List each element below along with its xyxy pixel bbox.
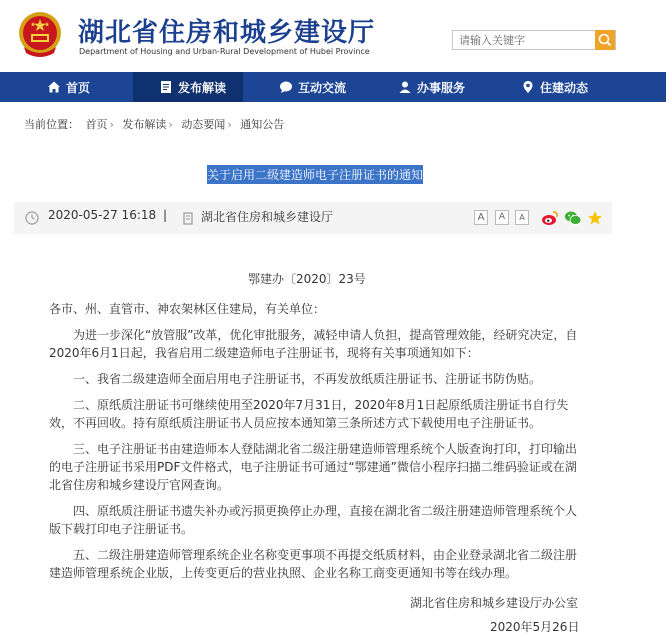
nav-item-publish[interactable]: [133, 72, 243, 102]
breadcrumb-prefix: 当前位置：: [24, 118, 79, 131]
breadcrumb-link[interactable]: 发布解读: [122, 118, 167, 131]
clock-icon: [25, 211, 39, 225]
paragraph: 三、电子注册证书由建造师本人登陆湖北省二级注册建造师管理系统个人版查询打印，打印输出的电子注册证书采用PDF文件格式，电子注册证书可通过“鄂建通”微信小程序扫描二维码验证或在湖北省住房和城乡建设厅官网查询。: [49, 442, 578, 492]
site-header: [0, 0, 666, 72]
meta-separator: |: [163, 208, 168, 222]
chevron-right-icon: ›: [109, 118, 114, 131]
nav-item-home[interactable]: [47, 72, 90, 102]
site-subtitle: Department of Housing and Urban-Rural Development of Hubei Province: [79, 47, 370, 56]
nav-label: 首页: [66, 80, 91, 95]
nav-label: 办事服务: [417, 80, 466, 95]
home-icon: [47, 80, 61, 94]
sign-date: 2020年5月26日: [490, 620, 580, 634]
search-icon: [595, 30, 615, 50]
paragraph: 四、原纸质注册证书遗失补办或污损更换停止办理，直接在湖北省二级注册建造师管理系统个人版下载打印电子注册证书。: [49, 504, 578, 536]
breadcrumb-link[interactable]: 首页: [85, 118, 108, 131]
weibo-icon[interactable]: [541, 210, 559, 226]
document-number: 鄂建办〔2020〕23号: [248, 272, 366, 286]
nav-label: 互动交流: [298, 80, 347, 95]
paragraph: 二、原纸质注册证书可继续使用至2020年7月31日，2020年8月1日起原纸质注册证书自行失效，不再回收。持有原纸质注册证书人员应按本通知第三条所述方式下载使用电子注册证书。: [49, 398, 569, 430]
paragraph: 五、二级注册建造师管理系统企业名称变更事项不再提交纸质材料，由企业登录湖北省二级注册建造师管理系统企业版，上传变更后的营业执照、企业名称工商变更通知书等在线办理。: [49, 548, 578, 580]
chevron-right-icon: ›: [168, 118, 173, 131]
main-nav: [0, 72, 666, 102]
font-size-small-button[interactable]: A: [515, 210, 529, 225]
breadcrumb-link[interactable]: 动态要闻: [181, 118, 226, 131]
nav-item-news[interactable]: [521, 72, 588, 102]
search-input[interactable]: [453, 31, 593, 49]
wechat-icon[interactable]: [564, 210, 582, 226]
nav-item-services[interactable]: [398, 72, 465, 102]
chevron-right-icon: ›: [227, 118, 232, 131]
article-title: 关于启用二级建造师电子注册证书的通知: [207, 165, 423, 184]
breadcrumb: [24, 116, 284, 132]
nav-label: 住建动态: [540, 80, 589, 95]
article-source: 湖北省住房和城乡建设厅: [201, 210, 334, 224]
paragraph: 为进一步深化“放管服”改革，优化审批服务，减轻申请人负担，提高管理效能，经研究决定，自2020年6月1日起，我省启用二级建造师电子注册证书，现将有关事项通知如下：: [49, 328, 578, 360]
paragraph: 一、我省二级建造师全面启用电子注册证书，不再发放纸质注册证书、注册证书防伪贴。: [73, 372, 542, 386]
signature: 湖北省住房和城乡建设厅办公室: [410, 596, 579, 610]
favorite-star-icon[interactable]: [587, 210, 603, 226]
document-icon: [159, 80, 173, 94]
nav-label: 发布解读: [178, 80, 227, 95]
font-size-large-button[interactable]: A: [474, 210, 488, 225]
search-box: [452, 30, 616, 50]
national-emblem-icon: [14, 9, 66, 61]
nav-item-interaction[interactable]: [279, 72, 346, 102]
breadcrumb-link[interactable]: 通知公告: [240, 118, 285, 131]
building-icon: [181, 211, 195, 225]
location-pin-icon: [521, 80, 535, 94]
search-button[interactable]: [595, 30, 615, 50]
chat-bubble-icon: [279, 80, 293, 94]
font-size-medium-button[interactable]: A: [495, 210, 509, 225]
user-icon: [398, 80, 412, 94]
publish-date: 2020-05-27 16:18: [48, 208, 157, 222]
site-title: 湖北省住房和城乡建设厅: [78, 18, 376, 48]
salutation: 各市、州、直管市、神农架林区住建局，有关单位：: [49, 302, 326, 316]
